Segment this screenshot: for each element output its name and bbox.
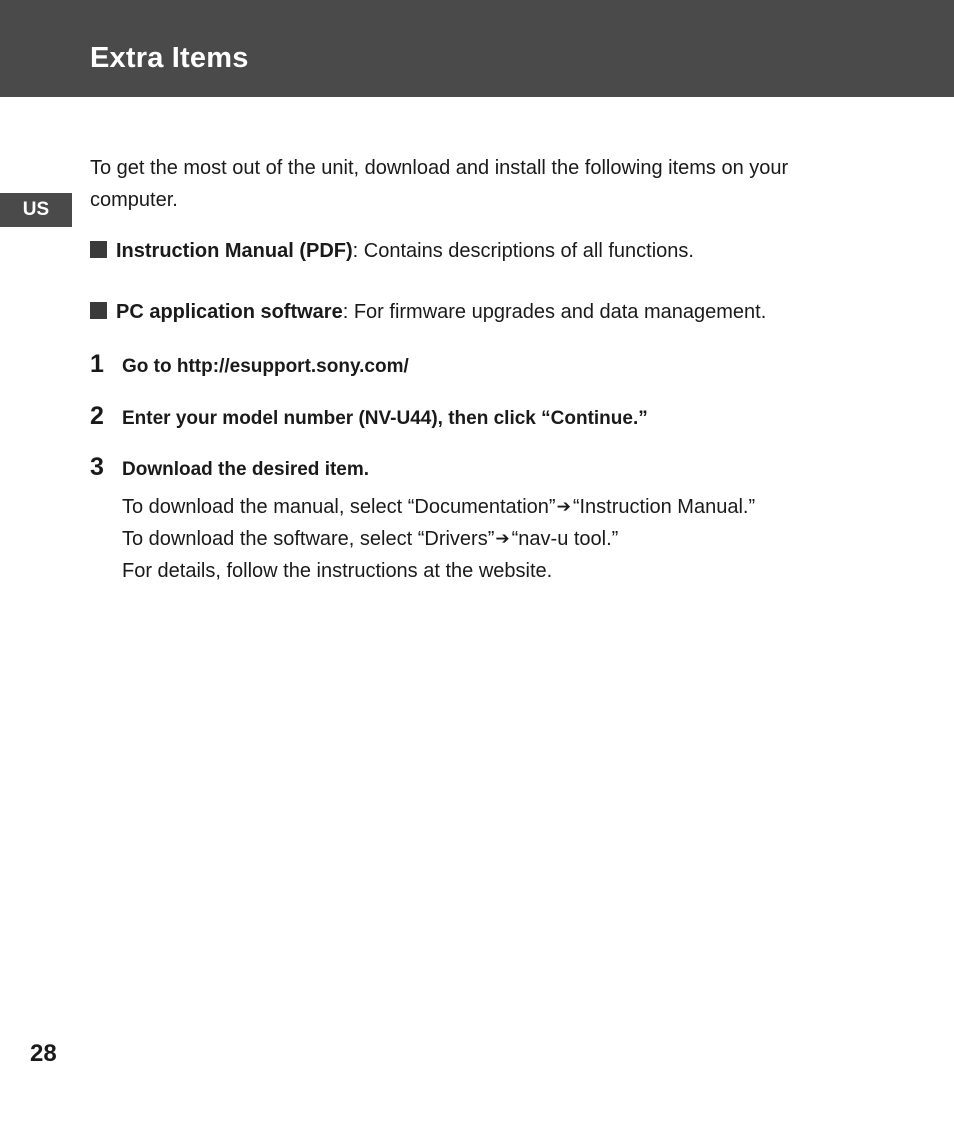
step-1 [90,352,910,378]
bullet-description: : For firmware upgrades and data management. [342,301,767,323]
detail-text: To download the manual, select “Documentation” [122,496,556,518]
bullet-term: Instruction Manual (PDF) [116,240,353,262]
square-bullet-icon [90,302,107,319]
intro-paragraph: To get the most out of the unit, download and install the following items on your computer. [90,157,789,211]
detail-text: “Instruction Manual.” [572,496,756,518]
step-3 [90,455,910,481]
square-bullet-icon [90,241,107,258]
page-title: Extra Items [90,42,249,74]
step-text: Enter your model number (NV-U44), then click “Continue.” [122,408,648,429]
bullet-term: PC application software [116,301,343,323]
language-tab: US [0,193,72,227]
step-number: 2 [90,402,104,430]
bullet-pc-software [90,299,890,325]
header-band [0,0,954,97]
step-2 [90,404,910,430]
detail-text: To download the software, select “Drivers” [122,528,495,550]
page-number: 28 [30,1040,57,1067]
bullet-description: : Contains descriptions of all functions. [352,240,694,262]
step3-detail-website: For details, follow the instructions at the website. [122,560,553,582]
detail-text: “nav-u tool.” [511,528,619,550]
arrow-right-icon: ➔ [556,497,571,516]
step-text: Download the desired item. [122,459,370,480]
arrow-right-icon: ➔ [495,529,510,548]
step3-detail-software [122,523,902,555]
step-number: 1 [90,350,104,378]
step3-detail-manual [122,491,902,523]
step-number: 3 [90,453,104,481]
bullet-instruction-manual [90,238,890,264]
step-text: Go to http://esupport.sony.com/ [122,356,409,377]
